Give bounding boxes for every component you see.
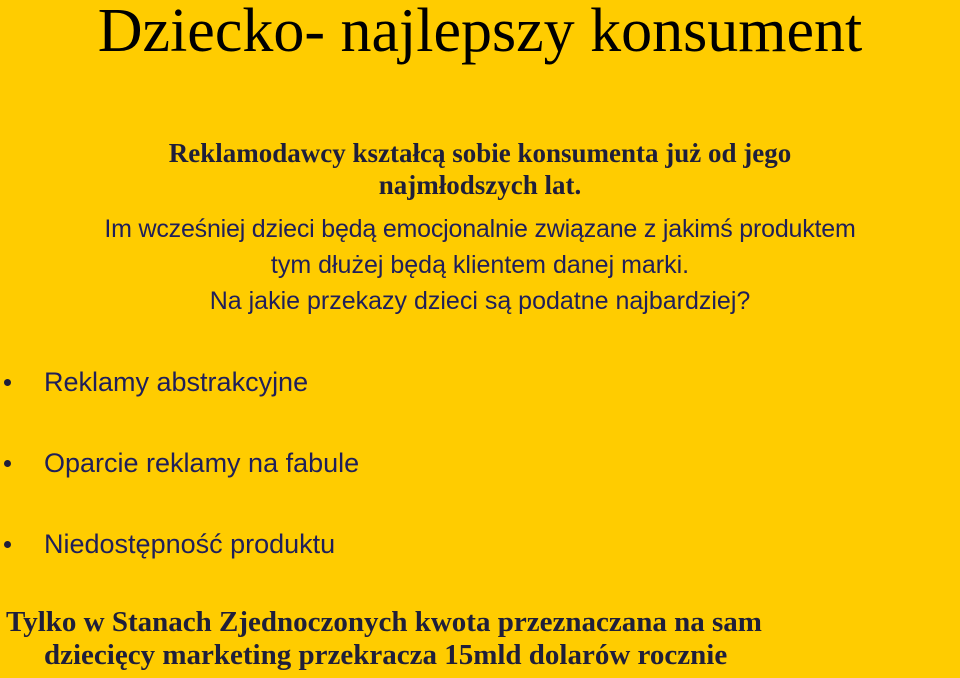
intro-bold-line: najmłodszych lat. xyxy=(378,170,582,200)
intro-regular-line: Im wcześniej dzieci będą emocjonalnie związane z jakimś produktem xyxy=(104,215,856,243)
bullet-dot-icon xyxy=(4,541,11,548)
bullet-text: Niedostępność produktu xyxy=(44,529,336,559)
question-line: Na jakie przekazy dzieci są podatne najbardziej? xyxy=(209,287,751,315)
slide-title: Dziecko- najlepszy konsument xyxy=(97,0,863,65)
closing-line: dziecięcy marketing przekracza 15mld dolarów rocznie xyxy=(44,639,728,671)
bullet-text: Oparcie reklamy na fabule xyxy=(44,448,360,478)
bullet-dot-icon xyxy=(4,379,11,386)
intro-regular-line: tym dłużej będą klientem danej marki. xyxy=(270,251,690,279)
intro-regular-text xyxy=(0,211,960,319)
intro-bold-line: Reklamodawcy kształcą sobie konsumenta już od jego xyxy=(168,138,792,168)
intro-bold-text xyxy=(0,137,960,201)
closing-statement xyxy=(6,606,956,672)
bullet-dot-icon xyxy=(4,460,11,467)
closing-line: Tylko w Stanach Zjednoczonych kwota przeznaczana na sam xyxy=(6,606,762,638)
bullet-text: Reklamy abstrakcyjne xyxy=(44,367,309,397)
